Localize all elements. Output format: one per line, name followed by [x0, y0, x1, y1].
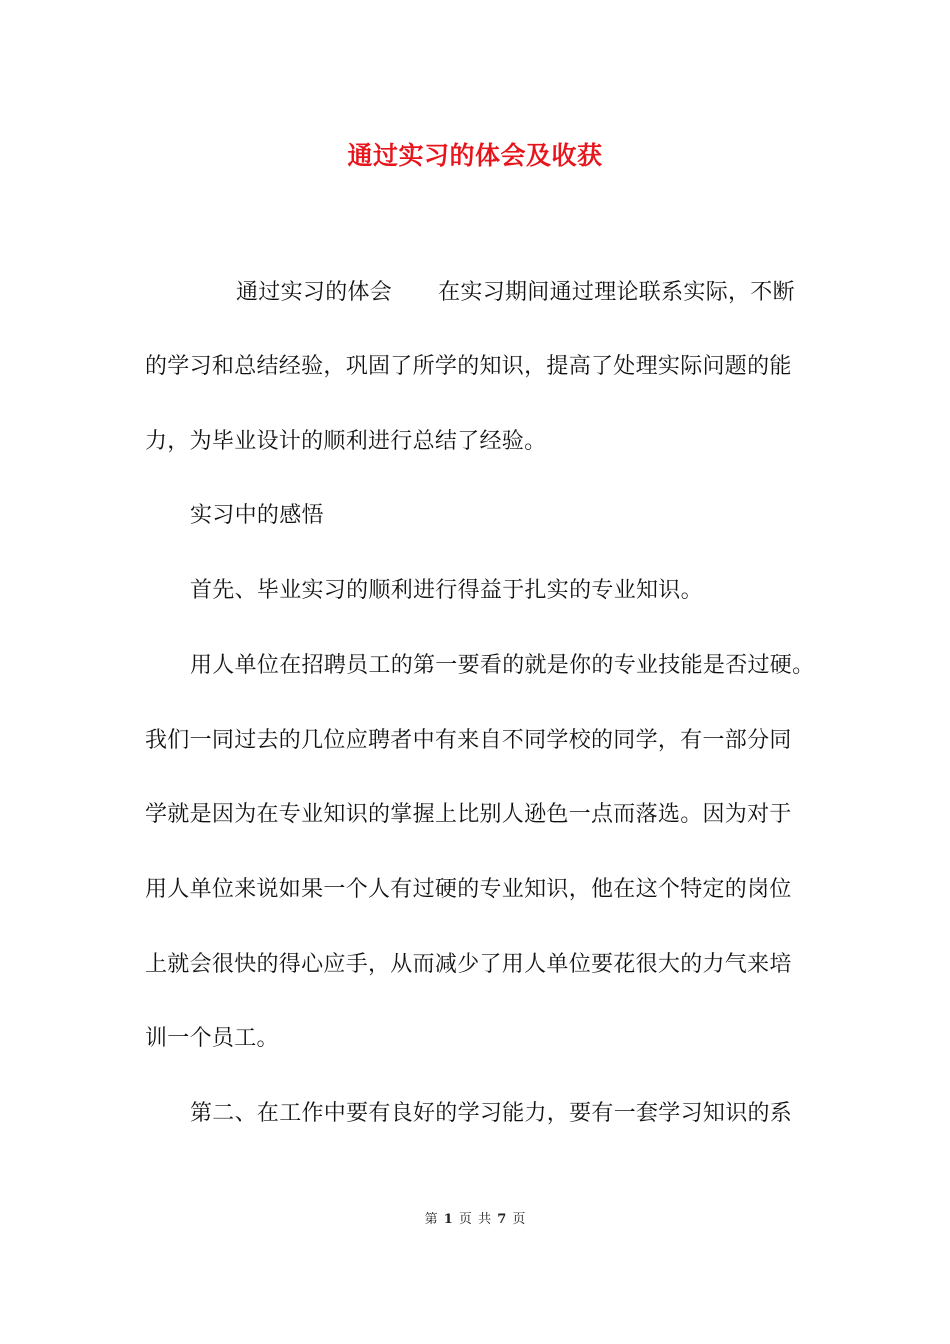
- paragraph-line-2: 的学习和总结经验，巩固了所学的知识，提高了处理实际问题的能: [145, 354, 792, 379]
- current-page-number: 1: [443, 1212, 453, 1227]
- paragraph-line-10: 上就会很快的得心应手，从而减少了用人单位要花很大的力气来培: [145, 952, 792, 977]
- total-pages-number: 7: [497, 1212, 507, 1227]
- paragraph-line-6: 用人单位在招聘员工的第一要看的就是你的专业技能是否过硬。: [190, 653, 815, 678]
- paragraph-line-12: 第二、在工作中要有良好的学习能力，要有一套学习知识的系: [190, 1101, 793, 1126]
- paragraph-line-5: 首先、毕业实习的顺利进行得益于扎实的专业知识。: [190, 578, 703, 603]
- footer-total-unit: 页: [512, 1212, 526, 1227]
- paragraph-line-8: 学就是因为在专业知识的掌握上比别人逊色一点而落选。因为对于: [145, 802, 792, 827]
- paragraph-text: 在实习期间通过理论联系实际，不断: [438, 280, 795, 305]
- paragraph-line-7: 我们一同过去的几位应聘者中有来自不同学校的同学，有一部分同: [145, 728, 792, 753]
- paragraph-line-1: [236, 278, 795, 308]
- paragraph-line-11: 训一个员工。: [145, 1026, 279, 1051]
- page-footer: [0, 1208, 950, 1227]
- document-title: 通过实习的体会及收获: [347, 141, 603, 170]
- paragraph-line-9: 用人单位来说如果一个人有过硬的专业知识，他在这个特定的岗位: [145, 877, 792, 902]
- footer-total-prefix: 共: [478, 1212, 492, 1227]
- paragraph-line-3: 力，为毕业设计的顺利进行总结了经验。: [145, 429, 547, 454]
- inline-heading: 通过实习的体会: [236, 280, 393, 305]
- footer-prefix: 第: [424, 1212, 438, 1227]
- footer-page-unit: 页: [458, 1212, 472, 1227]
- section-heading: 实习中的感悟: [190, 503, 324, 528]
